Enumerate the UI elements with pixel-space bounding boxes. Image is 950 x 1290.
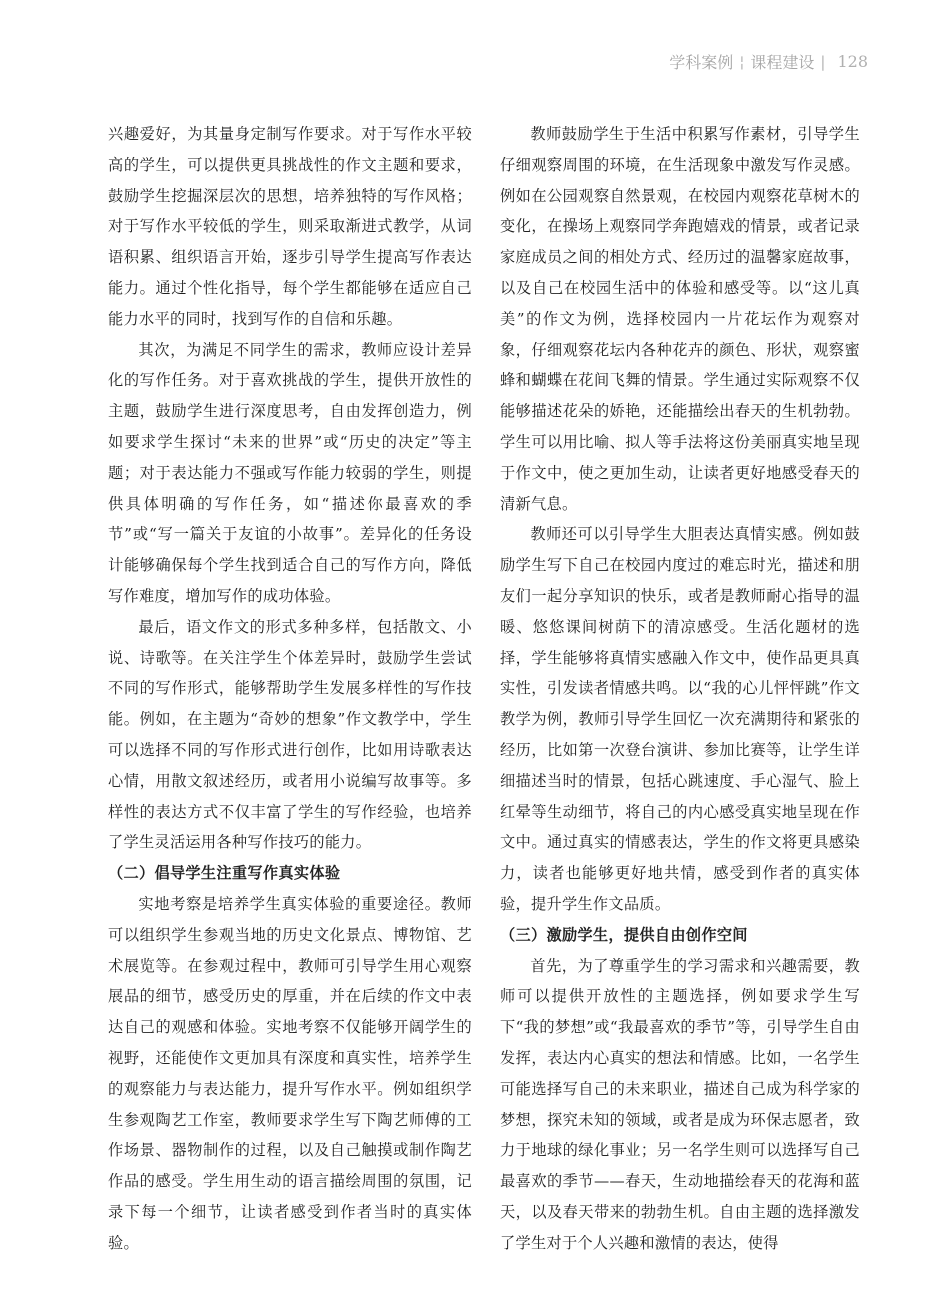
header-divider: | [820, 52, 826, 71]
header-subsection: 课程建设 [750, 53, 815, 72]
paragraph: 实地考察是培养学生真实体验的重要途径。教师可以组织学生参观当地的历史文化景点、博物馆、艺术展览等。在参观过程中，教师可引导学生用心观察展品的细节，感受历史的厚重，并在后续的作文中表达自己的观感和体验。实地考察不仅能够开阔学生的视野，还能使作文更加具有深度和真实性，培养学生的观察能力与表达能力，提升写作水平。例如组织学生参观陶艺工作室，教师要求学生写下陶艺师傅的工作场景、器物制作的过程，以及自己触摸或制作陶艺作品的感受。学生用生动的语言描绘周围的氛围，记录下每一个细节，让读者感受到作者当时的真实体验。 [108, 894, 472, 1252]
running-header [669, 50, 868, 73]
header-section: 学科案例 [669, 53, 734, 72]
paragraph: 首先，为了尊重学生的学习需求和兴趣需要，教师可以提供开放性的主题选择，例如要求学生写下“我的梦想”或“我最喜欢的季节”等，引导学生自由发挥，表达内心真实的想法和情感。比如，一名学生可能选择写自己的未来职业，描述自己成为科学家的梦想，探究未知的领域，或者是成为环保志愿者，致力于地球的绿化事业；另一名学生则可以选择写自己最喜欢的季节——春天，生动地描绘春天的花海和蓝天，以及春天带来的勃勃生机。自由主题的选择激发了学生对于个人兴趣和激情的表达，使得 [500, 956, 860, 1252]
page-number: 128 [837, 52, 868, 71]
paragraph: 其次，为满足不同学生的需求，教师应设计差异化的写作任务。对于喜欢挑战的学生，提供开放性的主题，鼓励学生进行深度思考，自由发挥创造力，例如要求学生探讨“未来的世界”或“历史的决定”等主题；对于表达能力不强或写作能力较弱的学生，则提供具体明确的写作任务，如“描述你最喜欢的季节”或“写一篇关于友谊的小故事”。差异化的任务设计能够确保每个学生找到适合自己的写作方向，降低写作难度，增加写作的成功体验。 [108, 340, 472, 605]
paragraph: 兴趣爱好，为其量身定制写作要求。对于写作水平较高的学生，可以提供更具挑战性的作文主题和要求，鼓励学生挖掘深层次的思想，培养独特的写作风格；对于写作水平较低的学生，则采取渐进式教学，从词语积累、组织语言开始，逐步引导学生提高写作表达能力。通过个性化指导，每个学生都能够在适应自己能力水平的同时，找到写作的自信和乐趣。 [108, 125, 472, 328]
paragraph: 教师鼓励学生于生活中积累写作素材，引导学生仔细观察周围的环境，在生活现象中激发写作灵感。例如在公园观察自然景观，在校园内观察花草树木的变化，在操场上观察同学奔跑嬉戏的情景，或者记录家庭成员之间的相处方式、经历过的温馨家庭故事，以及自己在校园生活中的体验和感受等。以“这儿真美”的作文为例，选择校园内一片花坛作为观察对象，仔细观察花坛内各种花卉的颜色、形状，观察蜜蜂和蝴蝶在花间飞舞的情景。学生通过实际观察不仅能够描述花朵的娇艳，还能描绘出春天的生机勃勃。学生可以用比喻、拟人等手法将这份美丽真实地呈现于作文中，使之更加生动，让读者更好地感受春天的清新气息。 [500, 125, 860, 513]
section-heading: （二）倡导学生注重写作真实体验 [108, 864, 341, 883]
right-column [500, 119, 860, 1258]
header-divider: ¦ [739, 52, 745, 71]
paragraph: 最后，语文作文的形式多种多样，包括散文、小说、诗歌等。在关注学生个体差异时，鼓励学生尝试不同的写作形式，能够帮助学生发展多样性的写作技能。例如，在主题为“奇妙的想象”作文教学中，学生可以选择不同的写作形式进行创作，比如用诗歌表达心情，用散文叙述经历，或者用小说编写故事等。多样性的表达方式不仅丰富了学生的写作经验，也培养了学生灵活运用各种写作技巧的能力。 [108, 617, 472, 852]
section-heading: （三）激励学生，提供自由创作空间 [500, 925, 748, 944]
left-column [108, 119, 472, 1258]
paragraph: 教师还可以引导学生大胆表达真情实感。例如鼓励学生写下自己在校园内度过的难忘时光，描述和朋友们一起分享知识的快乐，或者是教师耐心指导的温暖、悠悠课间树荫下的清凉感受。生活化题材的选择，学生能够将真情实感融入作文中，使作品更具真实性，引发读者情感共鸣。以“我的心儿怦怦跳”作文教学为例，教师引导学生回忆一次充满期待和紧张的经历，比如第一次登台演讲、参加比赛等，让学生详细描述当时的情景，包括心跳速度、手心湿气、脸上红晕等生动细节，将自己的内心感受真实地呈现在作文中。通过真实的情感表达，学生的作文将更具感染力，读者也能够更好地共情，感受到作者的真实体验，提升学生作文品质。 [500, 525, 860, 913]
